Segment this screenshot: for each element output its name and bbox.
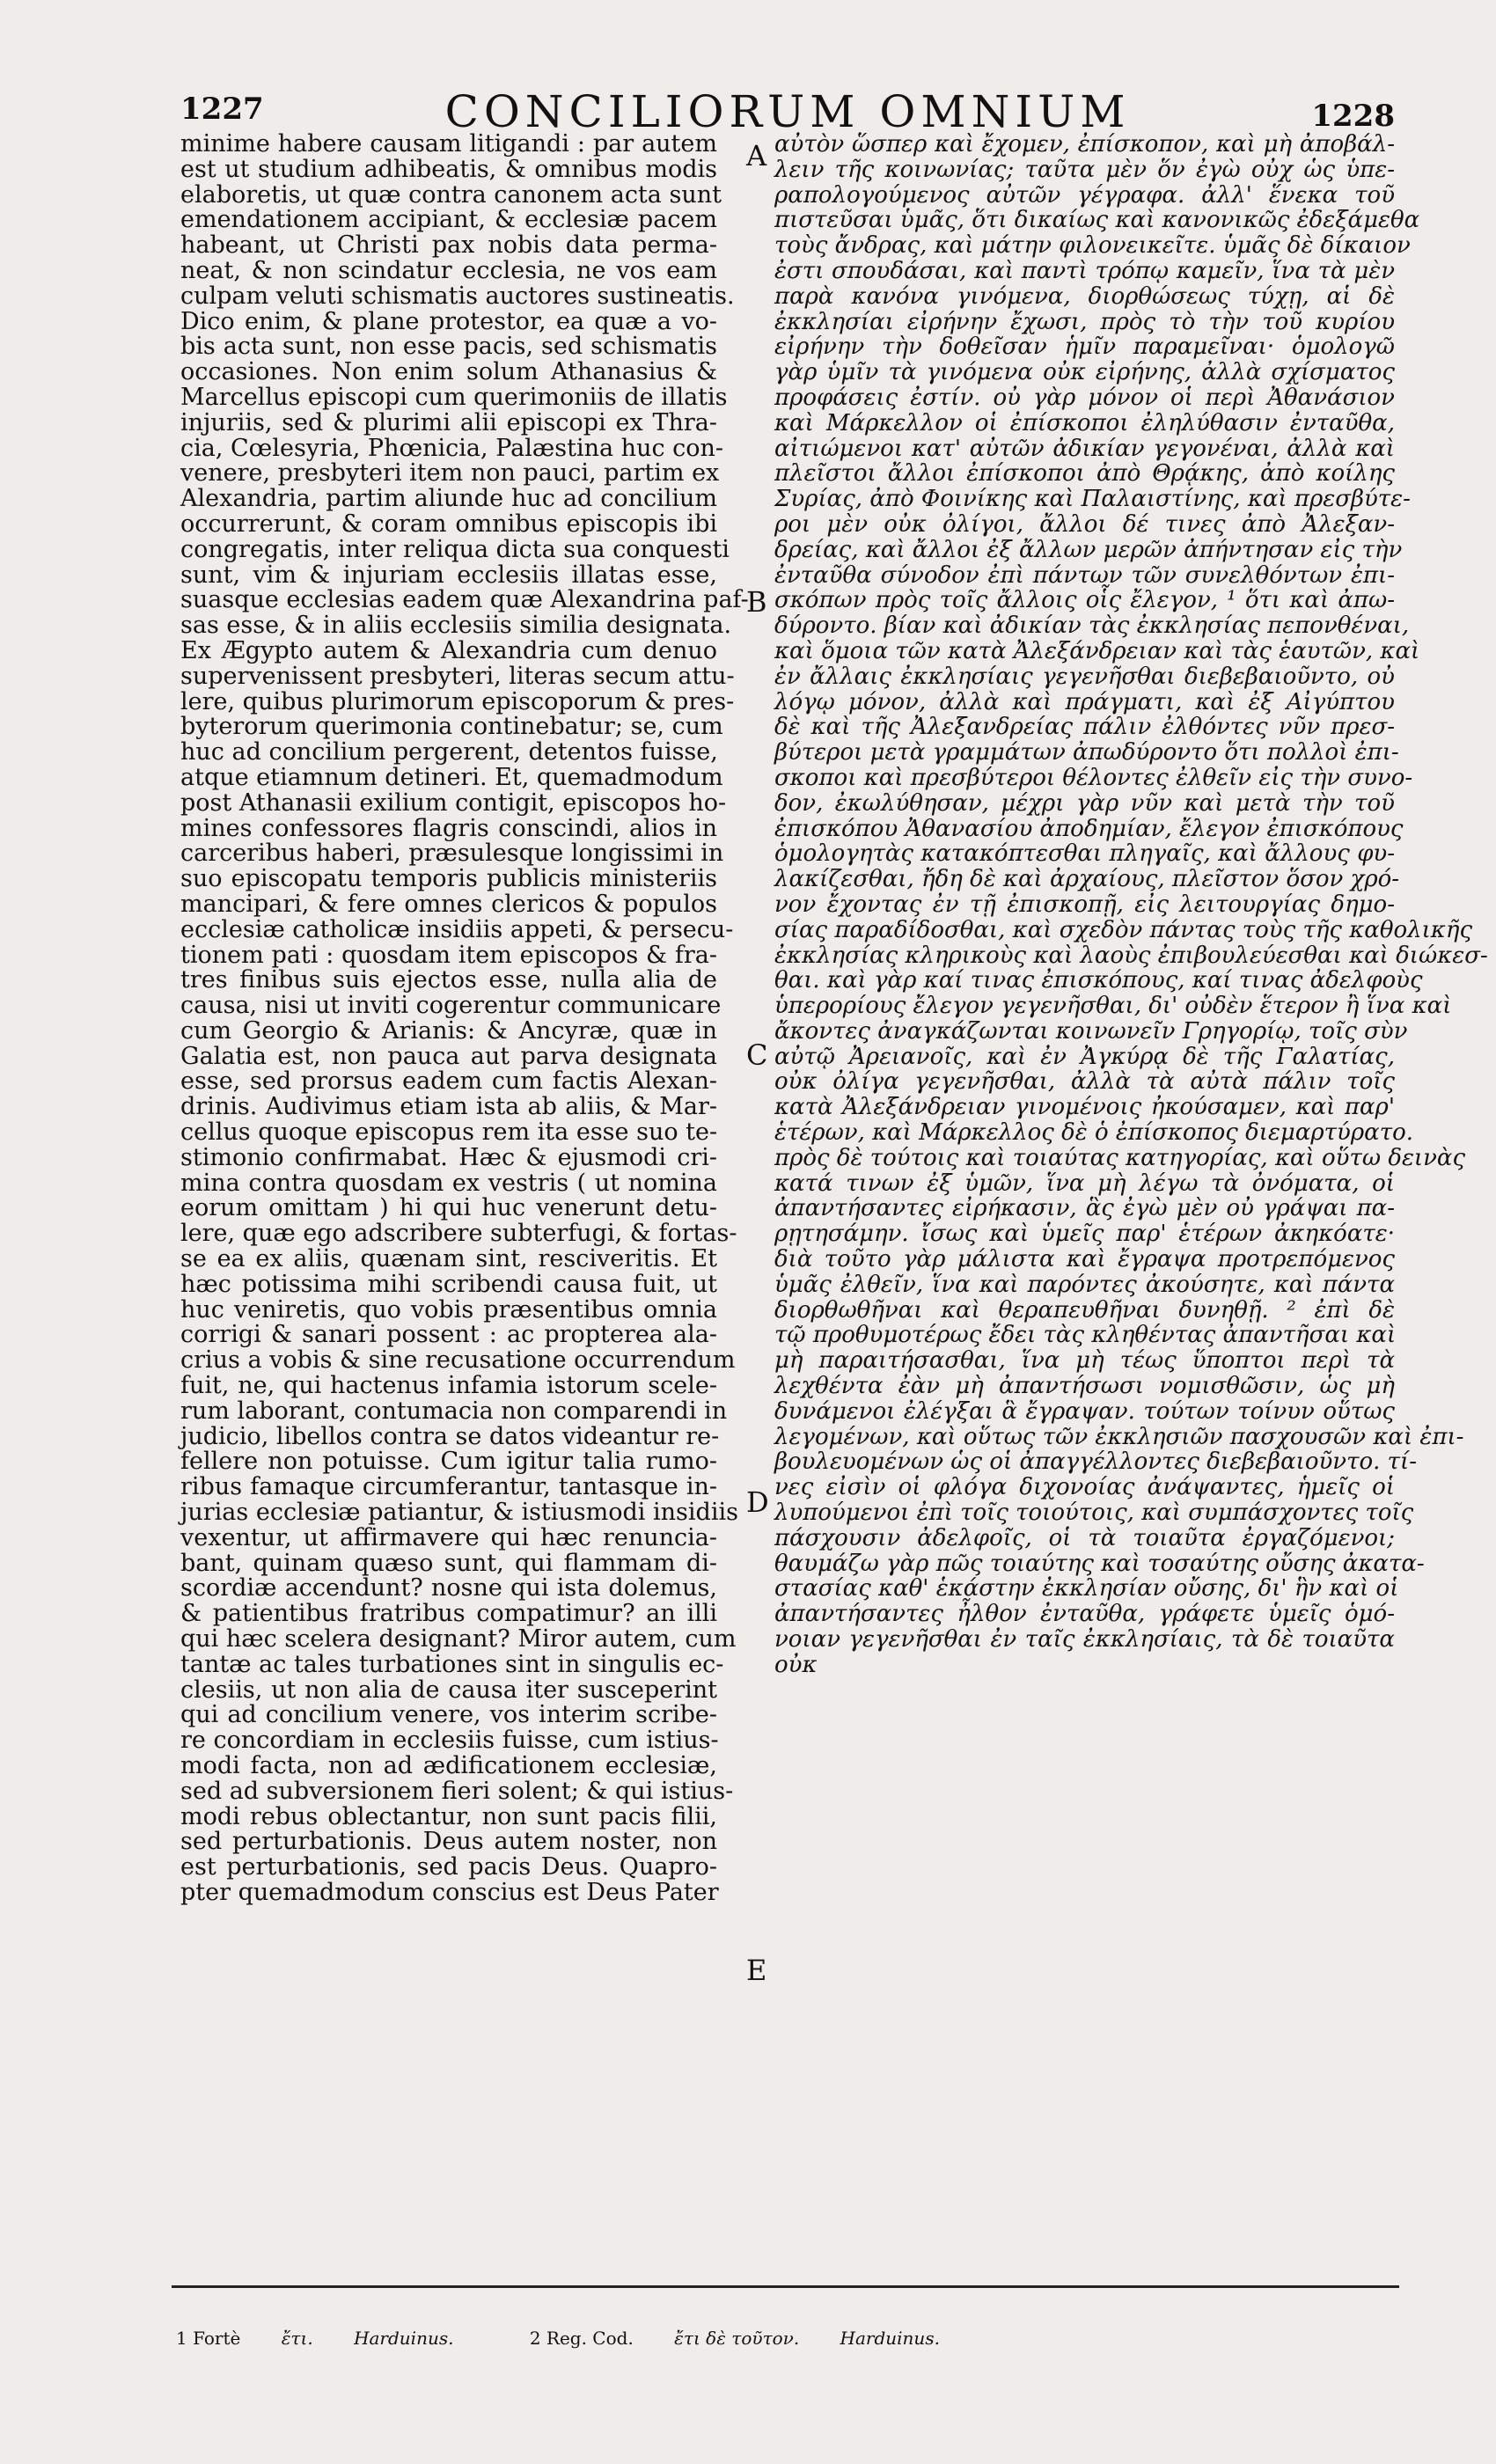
- margin-marker-e: E: [746, 1954, 767, 1987]
- greek-text-line: ροι μὲν οὐκ ὀλίγοι, ἄλλοι δέ τινες ἀπὸ Ἀλεξαν-: [774, 510, 1395, 538]
- latin-text-line: bis acta sunt, non esse pacis, sed schismatis: [180, 333, 717, 361]
- footnote-2-prefix: 2 Reg. Cod.: [529, 2328, 634, 2349]
- latin-text-line: huc veniretis, quo vobis præsentibus omnia: [180, 1295, 717, 1324]
- latin-text-line: tres finibus suis ejectos esse, nulla alia de: [180, 966, 717, 994]
- latin-text-line: lere, quæ ego adscribere subterfugi, & fortas-: [180, 1220, 737, 1248]
- greek-text-line: πιστεῦσαι ὑμᾶς, ὅτι δικαίως καὶ κανονικῶς ἐδεξάμεθα: [774, 207, 1420, 234]
- latin-text-line: vexentur, ut affirmavere qui hæc renuncia-: [180, 1523, 717, 1551]
- latin-text-line: ecclesiæ catholicæ insidiis appeti, & persecu-: [180, 915, 734, 943]
- greek-text-line: νον ἔχοντας ἐν τῇ ἐπισκοπῇ, εἰς λειτουργίας δημο-: [774, 891, 1395, 918]
- greek-text-line: ὑμᾶς ἐλθεῖν, ἵνα καὶ παρόντες ἀκούσητε, καὶ πάντα: [774, 1271, 1395, 1298]
- greek-text-line: δρείας, καὶ ἄλλοι ἐξ ἄλλων μερῶν ἀπήντησαν εἰς τὴν: [774, 536, 1403, 563]
- latin-text-line: suo episcopatu temporis publicis ministeriis: [180, 865, 717, 893]
- greek-text-line: ἐνταῦθα σύνοδον ἐπὶ πάντων τῶν συνελθόντων ἐπι-: [774, 561, 1395, 589]
- greek-text-line: νες εἰσὶν οἱ φλόγα διχονοίας ἀνάψαντες, ἡμεῖς οἱ: [774, 1474, 1395, 1501]
- greek-text-line: λειν τῆς κοινωνίας; ταῦτα μὲν ὅν ἐγὼ οὐχ ὡς ὑπε-: [774, 156, 1395, 183]
- greek-text-line: πρὸς δὲ τούτοις καὶ τοιαύτας κατηγορίας, καὶ οὕτω δεινὰς: [774, 1144, 1466, 1171]
- greek-text-line: σίας παραδίδοσθαι, καὶ σχεδὸν πάντας τοὺς τῆς καθολικῆς: [774, 916, 1472, 943]
- latin-text-line: sas esse, & in aliis ecclesiis similia designata.: [180, 612, 732, 640]
- greek-text-line: σκοποι καὶ πρεσβύτεροι θέλοντες ἐλθεῖν εἰς τὴν συνο-: [774, 764, 1413, 791]
- latin-text-line: mancipari, & fere omnes clericos & populos: [180, 890, 717, 918]
- greek-text-line: πάσχουσιν ἀδελφοῖς, οἱ τὰ τοιαῦτα ἐργαζόμενοι;: [774, 1524, 1395, 1551]
- greek-text-line: τοὺς ἄνδρας, καὶ μάτην φιλονεικεῖτε. ὑμᾶς δὲ δίκαιον: [774, 232, 1411, 260]
- latin-text-line: injuriis, sed & plurimi alii episcopi ex Thra-: [180, 408, 717, 436]
- latin-text-line: minime habere causam litigandi : par autem: [180, 130, 717, 158]
- greek-text-line: βύτεροι μετὰ γραμμάτων ἀπωδύροντο ὅτι πολλοὶ ἐπι-: [774, 739, 1399, 766]
- latin-text-line: est perturbationis, sed pacis Deus. Quapro-: [180, 1853, 717, 1881]
- greek-text-line: οὐκ: [774, 1651, 818, 1678]
- greek-text-line: θαι. καὶ γὰρ καί τινας ἐπισκόπους, καί τινας ἀδελφοὺς: [774, 967, 1423, 994]
- latin-text-line: & patientibus fratribus compatimur? an illi: [180, 1600, 717, 1628]
- latin-text-line: fellere non potuisse. Cum igitur talia rumo-: [180, 1448, 717, 1476]
- latin-text-line: sunt, vim & injuriam ecclesiis illatas esse,: [180, 561, 717, 589]
- latin-text-line: cellus quoque episcopus rem ita esse suo te-: [180, 1118, 718, 1147]
- footnote-2: [530, 2328, 975, 2349]
- latin-text-line: causa, nisi ut inviti cogerentur communicare: [180, 992, 722, 1020]
- greek-text-line: Συρίας, ἀπὸ Φοινίκης καὶ Παλαιστίνης, καὶ πρεσβύτε-: [774, 486, 1411, 513]
- latin-text-line: Alexandria, partim aliunde huc ad concilium: [180, 485, 717, 513]
- greek-text-line: πλεῖστοι ἄλλοι ἐπίσκοποι ἀπὸ Θρᾴκης, ἀπὸ κοίλης: [774, 460, 1395, 488]
- greek-text-line: ἐκκλησίαι εἰρήνην ἔχωσι, πρὸς τὸ τὴν τοῦ κυρίου: [774, 308, 1395, 335]
- latin-text-line: supervenissent presbyteri, literas secum attu-: [180, 662, 735, 690]
- latin-text-line: judicio, libellos contra se datos videantur re-: [180, 1422, 720, 1450]
- greek-text-line: αὐτὸν ὥσπερ καὶ ἔχομεν, ἐπίσκοπον, καὶ μὴ ἀποβάλ-: [774, 131, 1395, 158]
- latin-text-line: mines confessores flagris conscindi, alios in: [180, 814, 717, 842]
- latin-text-line: lere, quibus plurimorum episcoporum & pres-: [180, 687, 735, 715]
- footnote-1-greek: ἔτι.: [281, 2328, 313, 2349]
- footnotes: [176, 2328, 1010, 2349]
- greek-text-line: ἄκοντες ἀναγκάζωνται κοινωνεῖν Γρηγορίῳ, τοῖς σὺν: [774, 1017, 1408, 1045]
- latin-text-line: byterorum querimonia continebatur; se, cum: [180, 713, 723, 741]
- latin-text-line: rum laborant, contumacia non comparendi in: [180, 1397, 728, 1425]
- latin-text-line: modi rebus oblectantur, non sunt pacis filii,: [180, 1802, 717, 1830]
- footnote-1: [176, 2328, 495, 2349]
- greek-text-line: παρὰ κανόνα γινόμενα, διορθώσεως τύχῃ, αἱ δὲ: [774, 282, 1395, 310]
- greek-text-line: αἰτιώμενοι κατ' αὐτῶν ἀδικίαν γεγονέναι, ἀλλὰ καὶ: [774, 435, 1395, 462]
- latin-text-line: scordiæ accendunt? nosne qui ista dolemus,: [180, 1574, 717, 1602]
- greek-text-line: κατά τινων ἐξ ὑμῶν, ἵνα μὴ λέγω τὰ ὀνόματα, οἱ: [774, 1170, 1395, 1197]
- latin-text-line: eorum omittam ) hi qui huc venerunt detu-: [180, 1194, 717, 1222]
- latin-text-line: cia, Cœlesyria, Phœnicia, Palæstina huc con-: [180, 434, 724, 462]
- latin-text-line: re concordiam in ecclesiis fuisse, cum istius-: [180, 1727, 719, 1755]
- latin-text-line: est ut studium adhibeatis, & omnibus modis: [180, 155, 717, 183]
- latin-text-line: se ea ex aliis, quænam sint, resciveritis. Et: [180, 1245, 717, 1273]
- greek-text-line: ρῃτησάμην. ἴσως καὶ ὑμεῖς παρ' ἑτέρων ἀκηκόατε·: [774, 1221, 1395, 1248]
- greek-text-line: διὰ τοῦτο γὰρ μάλιστα καὶ ἔγραψα προτρεπόμενος: [774, 1246, 1395, 1273]
- right-page-number: 1228: [1311, 99, 1395, 134]
- footnote-rule: [172, 2285, 1399, 2288]
- greek-text-line: θαυμάζω γὰρ πῶς τοιαύτης καὶ τοσαύτης οὔσης ἀκατα-: [774, 1550, 1425, 1577]
- greek-text-line: δὲ καὶ τῆς Ἀλεξανδρείας πάλιν ἐλθόντες νῦν πρεσ-: [774, 714, 1395, 741]
- greek-text-line: αὐτῷ Ἀρειανοῖς, καὶ ἐν Ἀγκύρᾳ δὲ τῆς Γαλατίας,: [774, 1043, 1395, 1070]
- latin-text-line: clesiis, ut non alia de causa iter susceperint: [180, 1676, 717, 1704]
- greek-text-line: γὰρ ὑμῖν τὰ γινόμενα οὐκ εἰρήνης, ἀλλὰ σχίσματος: [774, 359, 1395, 386]
- greek-text-line: δύροντο. βίαν καὶ ἀδικίαν τὰς ἐκκλησίας πεπονθέναι,: [774, 612, 1410, 640]
- greek-text-line: ὑπερορίους ἔλεγον γεγενῆσθαι, δι' οὐδὲν ἕτερον ἢ ἵνα καὶ: [774, 993, 1452, 1020]
- greek-text-line: ἑτέρων, καὶ Μάρκελλος δὲ ὁ ἐπίσκοπος διεμαρτύρατο.: [774, 1119, 1413, 1147]
- latin-text-line: Ex Ægypto autem & Alexandria cum denuo: [180, 636, 717, 664]
- greek-text-line: ὁμολογητὰς κατακόπτεσθαι πληγαῖς, καὶ ἄλλους φυ-: [774, 840, 1395, 868]
- latin-text-line: mina contra quosdam ex vestris ( ut nomina: [180, 1169, 717, 1197]
- latin-text-line: carceribus haberi, præsulesque longissimi in: [180, 840, 724, 868]
- latin-column: [180, 130, 749, 2262]
- greek-text-line: προφάσεις ἐστίν. οὐ γὰρ μόνον οἱ περὶ Ἀθανάσιον: [774, 384, 1395, 411]
- latin-text-line: suasque ecclesias eadem quæ Alexandrina paf-: [180, 586, 749, 614]
- greek-text-line: λυπούμενοι ἐπὶ τοῖς τοιούτοις, καὶ συμπάσχοντες τοῖς: [774, 1500, 1414, 1527]
- latin-text-line: neat, & non scindatur ecclesia, ne vos eam: [180, 256, 717, 284]
- latin-text-line: ribus famaque circumferantur, tantasque in-: [180, 1473, 717, 1501]
- margin-marker-a: A: [746, 139, 767, 172]
- greek-text-line: κατὰ Ἀλεξάνδρειαν γινομένοις ἠκούσαμεν, καὶ παρ': [774, 1094, 1395, 1121]
- latin-text-line: elaboretis, ut quæ contra canonem acta sunt: [180, 180, 722, 209]
- greek-text-line: λακίζεσθαι, ἤδη δὲ καὶ ἀρχαίους, πλεῖστον ὅσον χρό-: [774, 866, 1400, 893]
- latin-text-line: sed perturbationis. Deus autem noster, non: [180, 1828, 717, 1856]
- footnote-2-source: Harduinus.: [840, 2328, 940, 2349]
- greek-text-line: ἀπαντήσαντες εἰρήκασιν, ἃς ἐγὼ μὲν οὐ γράψαι πα-: [774, 1195, 1395, 1222]
- greek-text-line: εἰρήνην τὴν δοθεῖσαν ἡμῖν παραμεῖναι· ὁμολογῶ: [774, 334, 1395, 361]
- margin-marker-d: D: [746, 1485, 769, 1519]
- latin-text-line: Marcellus episcopi cum querimoniis de illatis: [180, 383, 728, 411]
- latin-text-line: crius a vobis & sine recusatione occurrendum: [180, 1346, 736, 1375]
- footnote-1-source: Harduinus.: [354, 2328, 454, 2349]
- greek-text-line: στασίας καθ' ἑκάστην ἐκκλησίαν οὔσης, δι' ἣν καὶ οἱ: [774, 1575, 1399, 1602]
- margin-marker-b: B: [746, 585, 767, 619]
- latin-text-line: occasiones. Non enim solum Athanasius &: [180, 358, 717, 386]
- latin-text-line: habeant, ut Christi pax nobis data perma-: [180, 231, 717, 260]
- latin-text-line: stimonio confirmabat. Hæc & ejusmodi cri-: [180, 1143, 717, 1171]
- greek-text-line: νοιαν γεγενῆσθαι ἐν ταῖς ἐκκλησίαις, τὰ δὲ τοιαῦτα: [774, 1626, 1395, 1654]
- latin-text-line: pter quemadmodum conscius est Deus Pater: [180, 1878, 719, 1906]
- latin-text-line: drinis. Audivimus etiam ista ab aliis, & Mar-: [180, 1093, 717, 1121]
- latin-text-line: emendationem accipiant, & ecclesiæ pacem: [180, 206, 717, 234]
- latin-text-line: esse, sed prorsus eadem cum factis Alexan-: [180, 1067, 717, 1096]
- footnote-1-prefix: 1 Fortè: [176, 2328, 241, 2349]
- greek-text-line: ἐκκλησίας κληρικοὺς καὶ λαοὺς ἐπιβουλεύεσθαι καὶ διώκεσ-: [774, 942, 1488, 969]
- greek-text-line: βουλευομένων ὡς οἱ ἀπαγγέλλοντες διεβεβαιοῦντο. τί-: [774, 1448, 1418, 1476]
- greek-text-line: ἐν ἄλλαις ἐκκλησίαις γεγενῆσθαι διεβεβαιοῦντο, οὐ: [774, 663, 1395, 690]
- running-title: CONCILIORUM OMNIUM: [444, 86, 1131, 137]
- latin-text-line: culpam veluti schismatis auctores sustineatis.: [180, 282, 735, 310]
- latin-text-line: qui hæc scelera designant? Miror autem, cum: [180, 1625, 737, 1654]
- greek-text-line: ἐπισκόπου Ἀθανασίου ἀποδημίαν, ἔλεγον ἐπισκόπους: [774, 815, 1404, 842]
- greek-column: [774, 131, 1488, 2262]
- latin-text-line: qui ad concilium venere, vos interim scribe-: [180, 1701, 717, 1729]
- latin-text-line: tionem pati : quosdam item episcopos & fra-: [180, 941, 717, 969]
- greek-text-line: ραπολογούμενος αὐτῶν γέγραφα. ἀλλ' ἕνεκα τοῦ: [774, 181, 1395, 209]
- footnote-2-greek: ἔτι δὲ τοῦτον.: [674, 2328, 800, 2349]
- latin-text-line: fuit, ne, qui hactenus infamia istorum scele-: [180, 1372, 717, 1400]
- latin-text-line: cum Georgio & Arianis: & Ancyræ, quæ in: [180, 1016, 717, 1045]
- greek-text-line: οὐκ ὀλίγα γεγενῆσθαι, ἀλλὰ τὰ αὐτὰ πάλιν τοῖς: [774, 1068, 1395, 1096]
- greek-text-line: δυνάμενοι ἐλέγξαι ἃ ἔγραψαν. τούτων τοίνυν οὕτως: [774, 1397, 1395, 1425]
- greek-text-line: καὶ Μάρκελλον οἱ ἐπίσκοποι ἐληλύθασιν ἐνταῦθα,: [774, 409, 1395, 436]
- left-page-number: 1227: [180, 92, 264, 127]
- greek-text-line: λόγῳ μόνον, ἀλλὰ καὶ πράγματι, καὶ ἐξ Αἰγύπτου: [774, 688, 1395, 715]
- latin-text-line: hæc potissima mihi scribendi causa fuit, ut: [180, 1270, 717, 1298]
- greek-text-line: καὶ ὅμοια τῶν κατὰ Ἀλεξάνδρειαν καὶ τὰς ἑαυτῶν, καὶ: [774, 637, 1420, 664]
- latin-text-line: bant, quinam quæso sunt, qui flammam di-: [180, 1549, 717, 1577]
- greek-text-line: σκόπων πρὸς τοῖς ἄλλοις οἷς ἔλεγον, ¹ ὅτι καὶ ἀπω-: [774, 587, 1395, 614]
- latin-text-line: Dico enim, & plane protestor, ea quæ a vo-: [180, 307, 717, 335]
- latin-text-line: jurias ecclesiæ patiantur, & istiusmodi insidiis: [180, 1499, 738, 1527]
- latin-text-line: Galatia est, non pauca aut parva designata: [180, 1042, 717, 1070]
- latin-text-line: huc ad concilium pergerent, detentos fuisse,: [180, 738, 718, 766]
- latin-text-line: congregatis, inter reliqua dicta sua conquesti: [180, 535, 730, 563]
- greek-text-line: μὴ παραιτήσασθαι, ἵνα μὴ τέως ὕποπτοι περὶ τὰ: [774, 1347, 1395, 1375]
- latin-text-line: post Athanasii exilium contigit, episcopos ho-: [180, 788, 727, 817]
- greek-text-line: ἀπαντήσαντες ἦλθον ἐνταῦθα, γράφετε ὑμεῖς ὁμό-: [774, 1601, 1395, 1628]
- latin-text-line: tantæ ac tales turbationes sint in singulis ec-: [180, 1650, 724, 1678]
- greek-text-line: δον, ἐκωλύθησαν, μέχρι γὰρ νῦν καὶ μετὰ τὴν τοῦ: [774, 789, 1395, 817]
- latin-text-line: venere, presbyteri item non pauci, partim ex: [180, 459, 720, 488]
- latin-text-line: occurrerunt, & coram omnibus episcopis ibi: [180, 510, 717, 538]
- greek-text-line: λεχθέντα ἐὰν μὴ ἀπαντήσωσι νομισθῶσιν, ὡς μὴ: [774, 1373, 1395, 1400]
- greek-text-line: ἐστι σπουδάσαι, καὶ παντὶ τρόπῳ καμεῖν, ἵνα τὰ μὲν: [774, 257, 1395, 284]
- margin-marker-c: C: [746, 1038, 768, 1072]
- greek-text-line: λεγομένων, καὶ οὕτως τῶν ἐκκλησιῶν πασχουσῶν καὶ ἐπι-: [774, 1423, 1464, 1450]
- latin-text-line: modi facta, non ad ædificationem ecclesiæ,: [180, 1752, 717, 1779]
- greek-text-line: διορθωθῆναι καὶ θεραπευθῆναι δυνηθῇ. ² ἐπὶ δὲ: [774, 1296, 1395, 1324]
- latin-text-line: sed ad subversionem fieri solent; & qui istius-: [180, 1777, 734, 1805]
- latin-text-line: corrigi & sanari possent : ac propterea ala-: [180, 1321, 717, 1349]
- latin-text-line: atque etiamnum detineri. Et, quemadmodum: [180, 763, 723, 791]
- greek-text-line: τῷ προθυμοτέρως ἔδει τὰς κληθέντας ἀπαντῆσαι καὶ: [774, 1322, 1397, 1349]
